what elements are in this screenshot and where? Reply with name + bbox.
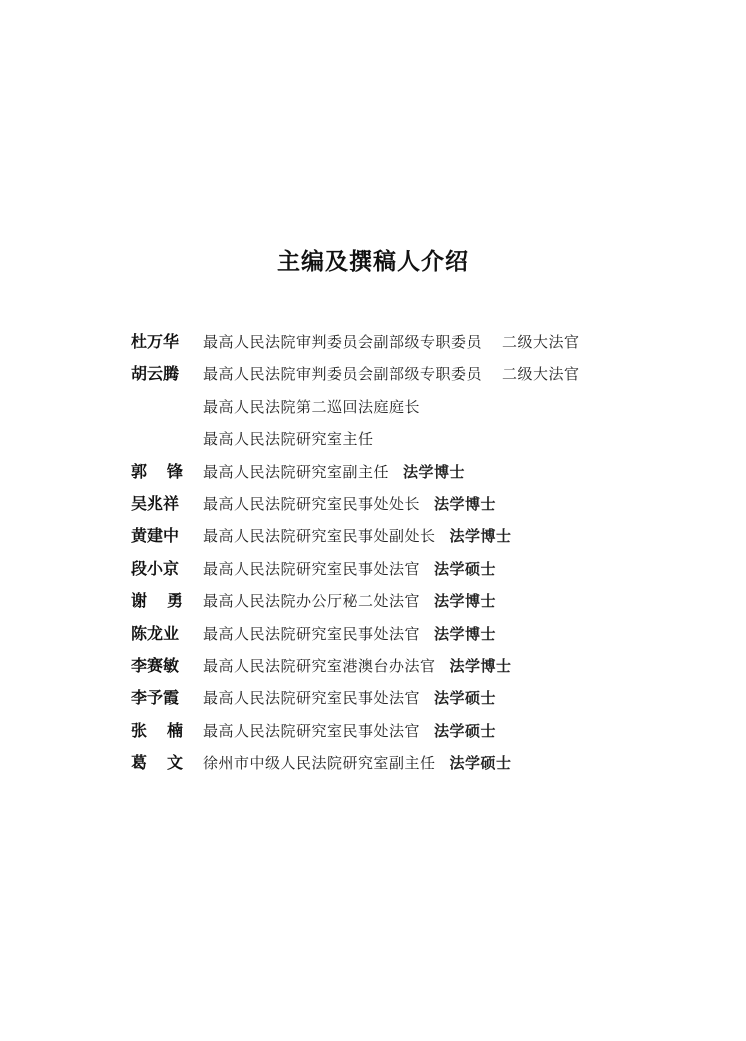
contributor-position <box>203 585 496 617</box>
position-text: 最高人民法院研究室副主任 <box>203 462 390 481</box>
contributor-name <box>131 747 183 779</box>
contributor-row <box>131 326 651 358</box>
position-text: 最高人民法院研究室主任 <box>203 430 374 449</box>
contributor-name: 吴兆祥 <box>131 493 180 513</box>
contributor-row <box>131 358 651 390</box>
position-text: 徐州市中级人民法院研究室副主任 <box>203 754 436 773</box>
contributor-position <box>203 488 496 520</box>
contributor-name: 杜万华 <box>131 332 180 351</box>
degree-text: 法学博士 <box>449 527 512 546</box>
contributor-name <box>131 715 183 747</box>
contributor-name: 李赛敏 <box>131 655 180 675</box>
contributor-row <box>131 682 651 714</box>
contributor-position <box>203 747 512 779</box>
contributor-name-char: 文 <box>166 753 183 773</box>
contributor-name: 黄建中 <box>131 526 180 546</box>
contributor-name-char: 勇 <box>166 591 183 611</box>
contributor-name <box>131 585 183 617</box>
position-text: 最高人民法院办公厅秘二处法官 <box>203 592 421 611</box>
contributor-row <box>131 423 651 455</box>
contributor-position <box>203 553 496 585</box>
page-title: 主编及撰稿人介绍 <box>277 249 469 275</box>
contributor-position <box>203 391 420 423</box>
degree-text: 法学博士 <box>434 592 497 611</box>
contributor-position <box>203 520 512 552</box>
degree-text: 法学博士 <box>403 462 466 481</box>
contributor-position <box>203 326 580 358</box>
degree-text: 法学博士 <box>434 624 497 643</box>
position-text: 最高人民法院研究室民事处法官 <box>203 559 421 578</box>
degree-text: 法学硕士 <box>434 721 497 740</box>
contributor-name-char: 锋 <box>166 461 183 481</box>
contributor-name-char: 楠 <box>166 720 183 740</box>
contributor-position <box>203 650 512 682</box>
degree-text: 法学硕士 <box>434 559 497 578</box>
contributor-position <box>203 682 496 714</box>
contributor-row <box>131 391 651 423</box>
contributor-position <box>203 358 580 390</box>
degree-text: 法学硕士 <box>449 754 512 773</box>
rank-text: 二级大法官 <box>502 365 580 384</box>
contributor-row <box>131 747 651 779</box>
rank-text: 二级大法官 <box>502 333 580 351</box>
contributor-name: 李予霞 <box>131 688 180 708</box>
contributor-row <box>131 520 651 552</box>
contributor-position <box>203 715 496 747</box>
contributor-position <box>203 423 374 455</box>
position-text: 最高人民法院研究室民事处法官 <box>203 721 421 740</box>
position-text: 最高人民法院审判委员会副部级专职委员 <box>203 333 483 351</box>
contributor-row <box>131 650 651 682</box>
contributor-name-char: 郭 <box>131 461 148 481</box>
position-text: 最高人民法院第二巡回法庭庭长 <box>203 397 421 416</box>
position-text: 最高人民法院研究室民事处副处长 <box>203 527 436 546</box>
contributor-row <box>131 456 651 488</box>
contributor-name: 陈龙业 <box>131 623 180 643</box>
contributor-name <box>131 456 183 488</box>
position-text: 最高人民法院研究室民事处法官 <box>203 689 421 708</box>
contributor-row <box>131 488 651 520</box>
contributor-name-char: 葛 <box>131 753 148 773</box>
position-text: 最高人民法院研究室港澳台办法官 <box>203 656 436 675</box>
contributor-name-char: 张 <box>131 720 148 740</box>
degree-text: 法学博士 <box>434 494 497 513</box>
contributor-name-char: 谢 <box>131 591 148 611</box>
contributor-position <box>203 618 496 650</box>
position-text: 最高人民法院研究室民事处处长 <box>203 494 421 513</box>
contributor-row <box>131 715 651 747</box>
contributor-name: 段小京 <box>131 558 180 578</box>
degree-text: 法学硕士 <box>434 689 497 708</box>
contributor-position <box>203 456 465 488</box>
position-text: 最高人民法院研究室民事处法官 <box>203 624 421 643</box>
contributor-row <box>131 553 651 585</box>
position-text: 最高人民法院审判委员会副部级专职委员 <box>203 365 483 384</box>
degree-text: 法学博士 <box>449 656 512 675</box>
contributor-row <box>131 585 651 617</box>
contributor-name: 胡云腾 <box>131 364 180 384</box>
contributor-list <box>131 326 651 779</box>
contributor-row <box>131 618 651 650</box>
